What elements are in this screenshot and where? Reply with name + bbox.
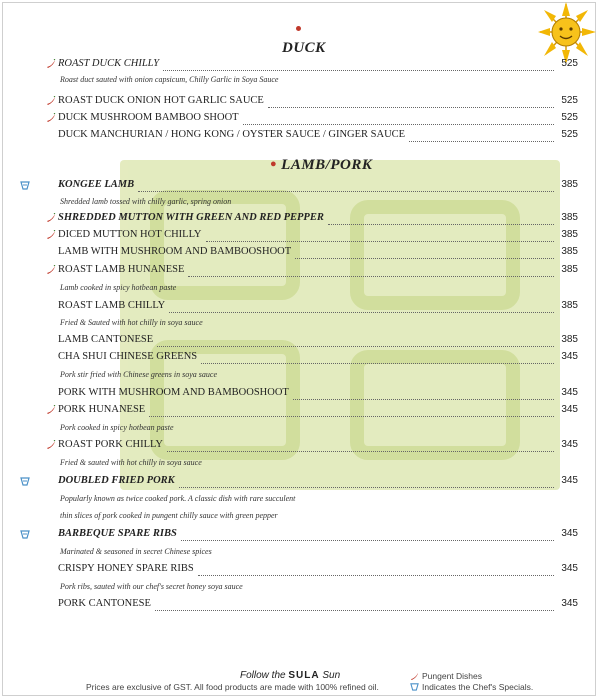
menu-item: DUCK MANCHURIAN / HONG KONG / OYSTER SAUCE / GINGER SAUCE 525 bbox=[58, 129, 578, 140]
item-description: Marinated & seasoned in secret Chinese spices bbox=[60, 547, 212, 556]
chef-special-icon bbox=[20, 180, 30, 190]
chili-icon bbox=[46, 230, 56, 239]
item-description: Fried & sauted with hot chilly in soya sauce bbox=[60, 458, 202, 467]
menu-item: DICED MUTTON HOT CHILLY 385 bbox=[58, 229, 578, 240]
legend-specials: Indicates the Chef's Specials. bbox=[410, 682, 533, 692]
item-description: Pork cooked in spicy hotbean paste bbox=[60, 423, 174, 432]
menu-item: ROAST LAMB HUNANESE 385 bbox=[58, 264, 578, 275]
item-description: Roast duct sauted with onion capsicum, Chilly Garlic in Soya Sauce bbox=[60, 75, 279, 84]
menu-item: ROAST DUCK ONION HOT GARLIC SAUCE 525 bbox=[58, 95, 578, 106]
menu-item: CRISPY HONEY SPARE RIBS 345 bbox=[58, 563, 578, 574]
menu-item: KONGEE LAMB 385 bbox=[58, 179, 578, 190]
menu-item: DUCK MUSHROOM BAMBOO SHOOT 525 bbox=[58, 112, 578, 123]
footer-note: Prices are exclusive of GST. All food products are made with 100% refined oil. bbox=[86, 682, 379, 692]
sun-logo-icon bbox=[518, 2, 596, 64]
chef-special-icon bbox=[20, 476, 30, 486]
item-description: Shredded lamb tossed with chilly garlic, spring onion bbox=[60, 197, 232, 206]
footer-tagline: Follow the SULA Sun bbox=[240, 670, 341, 681]
item-description: Pork stir fried with Chinese greens in soya sauce bbox=[60, 370, 218, 379]
chili-icon bbox=[46, 265, 56, 274]
menu-item: DOUBLED FRIED PORK 345 bbox=[58, 475, 578, 486]
menu-item: PORK CANTONESE 345 bbox=[58, 598, 578, 609]
menu-item: PORK WITH MUSHROOM AND BAMBOOSHOOT 345 bbox=[58, 387, 578, 398]
menu-item: PORK HUNANESE 345 bbox=[58, 404, 578, 415]
menu-item: LAMB CANTONESE 385 bbox=[58, 334, 578, 345]
chef-special-icon bbox=[410, 682, 419, 691]
item-description: Popularly known as twice cooked pork. A classic dish with rare succulent bbox=[60, 494, 296, 503]
menu-item: SHREDDED MUTTON WITH GREEN AND RED PEPPER 385 bbox=[58, 212, 578, 223]
item-description: Lamb cooked in spicy hotbean paste bbox=[60, 283, 177, 292]
decorative-dot bbox=[296, 26, 301, 31]
chili-icon bbox=[46, 96, 56, 105]
chili-icon bbox=[46, 440, 56, 449]
section-title-lamb-pork: ● LAMB/PORK bbox=[270, 157, 373, 173]
chili-icon bbox=[46, 59, 56, 68]
menu-item: LAMB WITH MUSHROOM AND BAMBOOSHOOT 385 bbox=[58, 246, 578, 257]
menu-item: ROAST DUCK CHILLY 525 bbox=[58, 58, 578, 69]
section-title-duck: DUCK bbox=[282, 40, 326, 56]
chili-icon bbox=[46, 213, 56, 222]
item-description: Fried & Sauted with hot chilly in soya sauce bbox=[60, 318, 203, 327]
menu-item: ROAST PORK CHILLY 345 bbox=[58, 439, 578, 450]
chef-special-icon bbox=[20, 529, 30, 539]
item-description: thin slices of pork cooked in pungent chilly sauce with green pepper bbox=[60, 511, 278, 520]
menu-item: CHA SHUI CHINESE GREENS 345 bbox=[58, 351, 578, 362]
legend-pungent: Pungent Dishes bbox=[410, 671, 482, 681]
menu-item: BARBEQUE SPARE RIBS 345 bbox=[58, 528, 578, 539]
chili-icon bbox=[46, 113, 56, 122]
chili-icon bbox=[46, 405, 56, 414]
chili-icon bbox=[410, 672, 419, 680]
item-description: Pork ribs, sauted with our chef's secret honey soya sauce bbox=[60, 582, 243, 591]
menu-item: ROAST LAMB CHILLY 385 bbox=[58, 300, 578, 311]
